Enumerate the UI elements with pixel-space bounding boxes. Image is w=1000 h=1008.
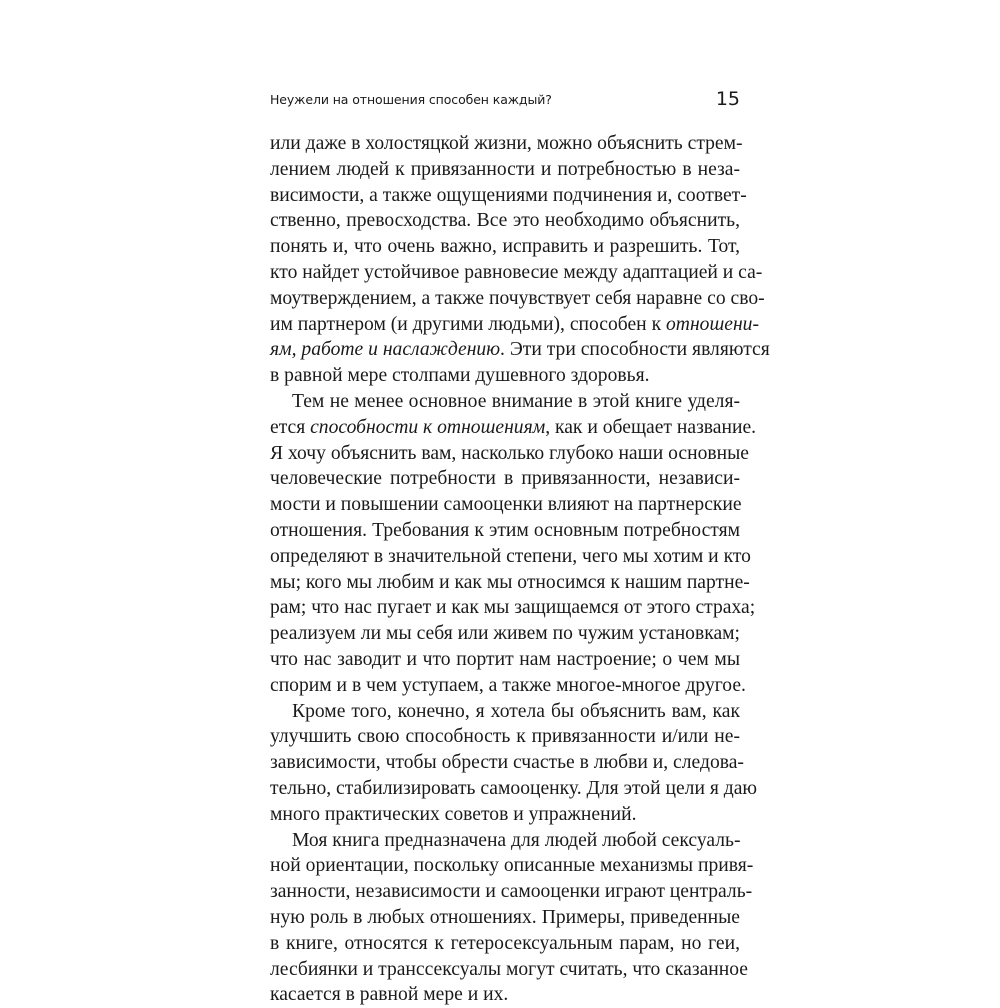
- text-line: [270, 286, 765, 312]
- text-line: [270, 260, 763, 286]
- text-line: [270, 673, 746, 699]
- book-page: [270, 0, 770, 1006]
- text-line: [270, 776, 758, 802]
- text-segment: много практических советов и упражнений.: [270, 803, 637, 825]
- text-line: [270, 879, 753, 905]
- text-line: [270, 905, 740, 931]
- paragraph: [270, 828, 754, 1008]
- text-segment: отношения. Требования к этим основным потребностям: [270, 519, 740, 541]
- text-segment: Тем не менее основное внимание в этой книге уделя-: [292, 390, 740, 412]
- text-segment: кто найдет устойчивое равновесие между адаптацией и са-: [270, 261, 763, 283]
- text-line: [270, 802, 740, 828]
- text-segment: моутверждением, а также почувствует себя наравне со сво-: [270, 287, 765, 309]
- text-segment: или даже в холостяцкой жизни, можно объяснить стрем-: [270, 133, 743, 154]
- text-segment: касается в равной мере и их.: [270, 984, 509, 1006]
- emphasis-text: способности к отношениям: [310, 416, 546, 438]
- text-segment: . Эти три способности являются: [500, 339, 770, 361]
- text-segment: , как и обещает название.: [545, 416, 757, 438]
- paragraph: [270, 699, 758, 828]
- text-line: [270, 415, 757, 441]
- text-line: [270, 131, 743, 157]
- text-segment: реализуем ли мы себя или живем по чужим установкам;: [270, 623, 740, 645]
- paragraph: [270, 389, 757, 699]
- text-segment: зависимости, чтобы обрести счастье в любви и, следова-: [270, 752, 744, 774]
- page-number: 15: [715, 88, 740, 110]
- text-line: [270, 570, 750, 596]
- text-line: [270, 957, 748, 983]
- emphasis-text: ям, работе и наслаждению: [270, 339, 501, 361]
- text-line: [270, 828, 740, 854]
- text-line: [270, 466, 740, 492]
- text-segment: рам; что нас пугает и как мы защищаемся от этого страха;: [270, 597, 756, 619]
- text-line: [270, 234, 740, 260]
- text-segment: лесбиянки и транссексуалы могут считать, что сказанное: [270, 958, 748, 980]
- text-line: [270, 595, 756, 621]
- text-segment: им партнером (и другими людьми), способен к: [270, 313, 666, 335]
- running-head: [270, 88, 740, 112]
- text-segment: ственно, превосходства. Все это необходимо объяснить,: [270, 210, 740, 232]
- text-line: [270, 750, 744, 776]
- text-line: [270, 982, 740, 1008]
- paragraph: [270, 131, 770, 389]
- text-line: [270, 312, 759, 338]
- emphasis-text: отношени-: [666, 313, 759, 335]
- text-line: [270, 441, 749, 467]
- text-segment: Я хочу объяснить вам, насколько глубоко наши основные: [270, 442, 749, 464]
- text-segment: спорим и в чем уступаем, а также многое-многое другое.: [270, 674, 746, 696]
- text-line: [270, 389, 740, 415]
- text-line: [270, 157, 740, 183]
- text-line: [270, 853, 754, 879]
- text-line: [270, 208, 740, 234]
- text-segment: висимости, а также ощущениями подчинения и, соответ-: [270, 184, 747, 206]
- text-line: [270, 183, 747, 209]
- running-title: Неужели на отношения способен каждый?: [270, 92, 552, 107]
- text-line: [270, 363, 740, 389]
- text-segment: мости и повышении самооценки влияют на партнерские: [270, 494, 742, 516]
- text-line: [270, 699, 740, 725]
- text-line: [270, 518, 740, 544]
- body-text: [270, 131, 770, 1008]
- text-segment: определяют в значительной степени, чего мы хотим и кто: [270, 545, 751, 567]
- text-segment: мы; кого мы любим и как мы относимся к нашим партне-: [270, 571, 750, 593]
- text-line: [270, 544, 751, 570]
- text-segment: Кроме того, конечно, я хотела бы объяснить вам, как: [292, 700, 740, 722]
- text-line: [270, 492, 740, 518]
- text-segment: улучшить свою способность к привязанности и/или не-: [270, 726, 740, 748]
- text-segment: ной ориентации, поскольку описанные механизмы привя-: [270, 855, 754, 877]
- text-segment: тельно, стабилизировать самооценку. Для этой цели я даю: [270, 777, 758, 799]
- text-segment: в равной мере столпами душевного здоровья.: [270, 365, 650, 387]
- text-segment: в книге, относятся к гетеросексуальным парам, но геи,: [270, 932, 740, 954]
- text-line: [270, 337, 770, 363]
- text-segment: ную роль в любых отношениях. Примеры, приведенные: [270, 906, 740, 928]
- text-segment: Моя книга предназначена для людей любой сексуаль-: [292, 829, 741, 851]
- text-line: [270, 621, 740, 647]
- text-line: [270, 724, 740, 750]
- text-segment: лением людей к привязанности и потребностью в неза-: [270, 158, 740, 180]
- text-line: [270, 931, 740, 957]
- text-segment: что нас заводит и что портит нам настроение; о чем мы: [270, 648, 740, 670]
- text-segment: занности, независимости и самооценки играют централь-: [270, 881, 753, 903]
- text-segment: ется: [270, 416, 311, 438]
- text-segment: понять и, что очень важно, исправить и разрешить. Тот,: [270, 236, 740, 258]
- text-segment: человеческие потребности в привязанности, независи-: [270, 468, 740, 490]
- text-line: [270, 647, 740, 673]
